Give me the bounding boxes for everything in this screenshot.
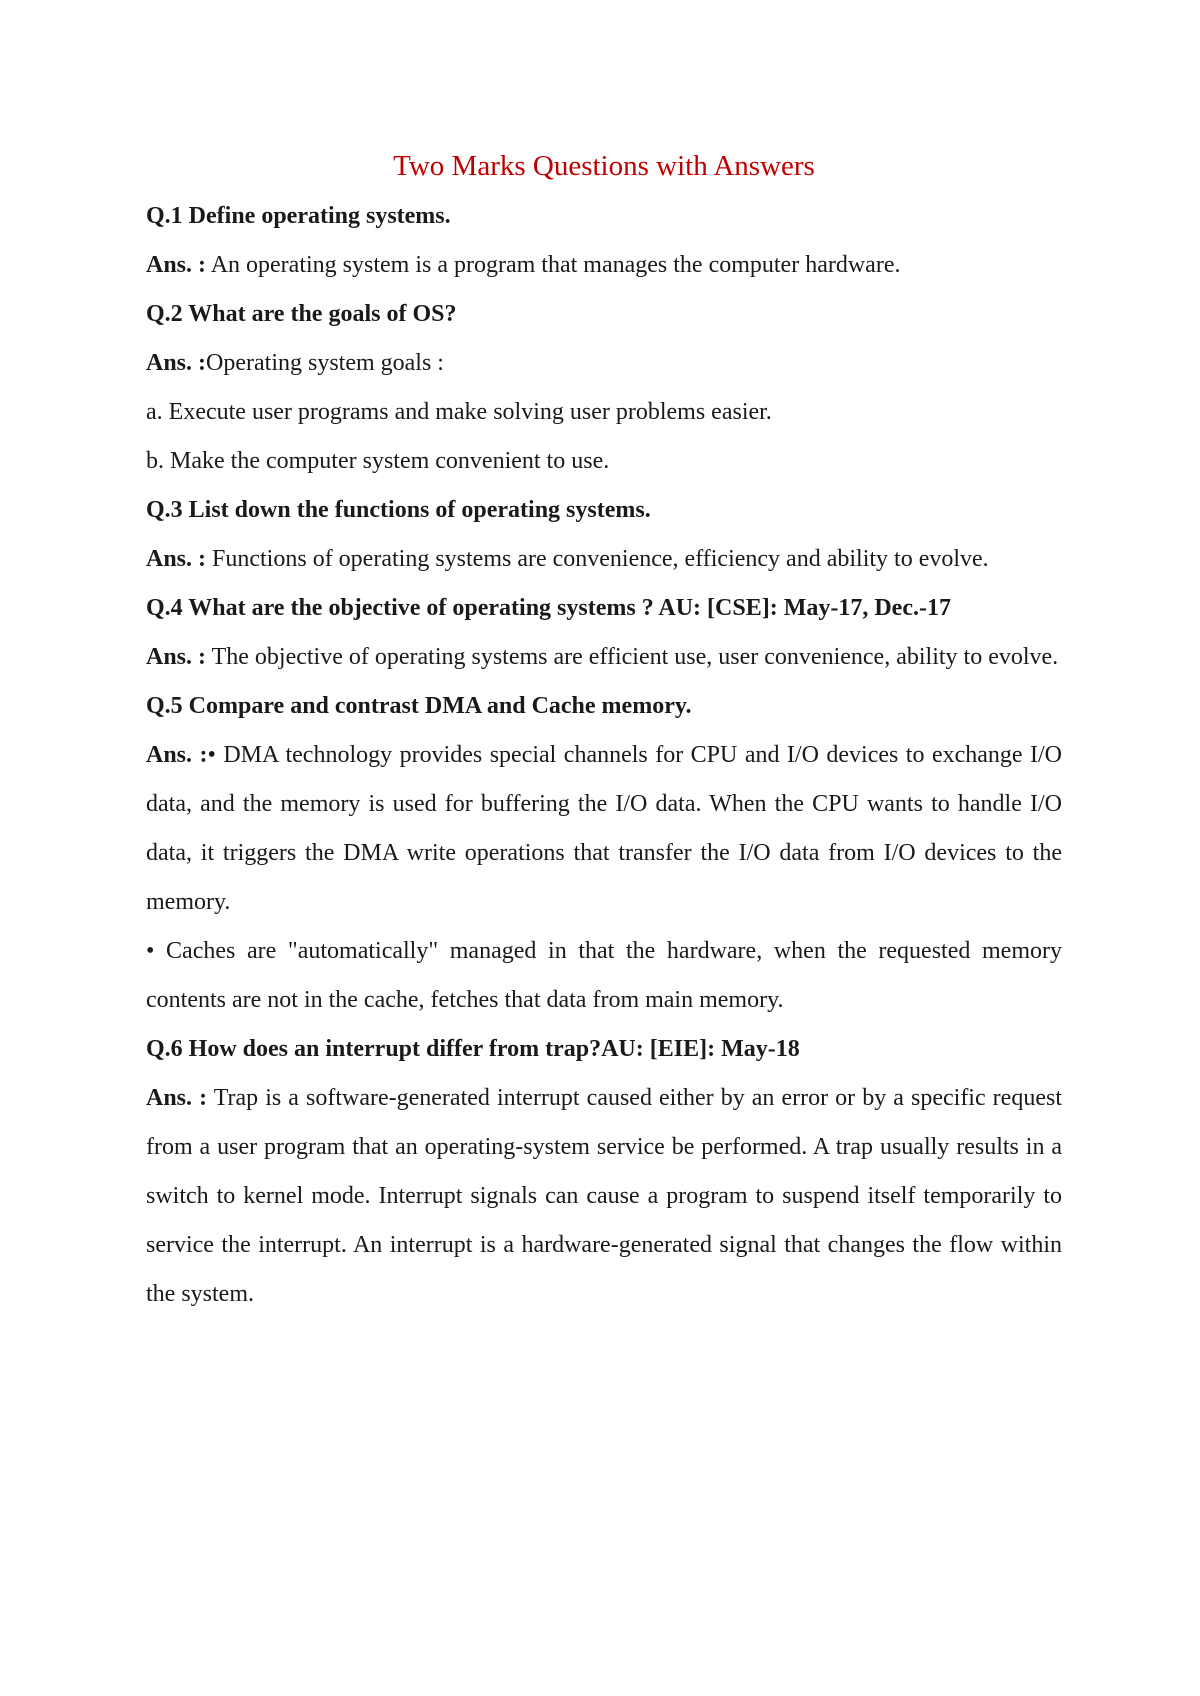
answer-1	[146, 241, 1062, 290]
answer-3	[146, 535, 1062, 584]
question-1: Q.1 Define operating systems.	[146, 203, 451, 229]
answer-label: Ans. :	[146, 742, 208, 768]
answer-label: Ans. :	[146, 1085, 208, 1111]
question-2: Q.2 What are the goals of OS?	[146, 301, 457, 327]
answer-label: Ans. :	[146, 546, 207, 572]
answer-4	[146, 633, 1062, 682]
answer-5-text: • DMA technology provides special channels for CPU and I/O devices to exchange I/O data, and the memory is used for buffering the I/O data. When the CPU wants to handle I/O data, it triggers the DMA write operations that transfer the I/O data from I/O devices to the memory.	[146, 742, 1062, 915]
answer-6-text: Trap is a software-generated interrupt caused either by an error or by a specific request from a user program that an operating-system service be performed. A trap usually results in a switch to kernel mode. Interrupt signals can cause a program to suspend itself temporarily to service the interrupt. An interrupt is a hardware-generated signal that changes the flow within the system.	[146, 1085, 1062, 1307]
answer-label: Ans. :	[146, 350, 207, 376]
answer-2	[146, 339, 1062, 388]
question-6: Q.6 How does an interrupt differ from trap?AU: [EIE]: May-18	[146, 1036, 800, 1062]
answer-2-point-a: a. Execute user programs and make solving user problems easier.	[146, 399, 772, 425]
answer-5	[146, 731, 1062, 927]
answer-label: Ans. :	[146, 644, 207, 670]
question-4: Q.4 What are the objective of operating systems ? AU: [CSE]: May-17, Dec.-17	[146, 595, 951, 621]
answer-1-text: An operating system is a program that manages the computer hardware.	[206, 252, 901, 278]
page-title: Two Marks Questions with Answers	[393, 150, 815, 182]
answer-2-point-b: b. Make the computer system convenient to use.	[146, 448, 610, 474]
question-5: Q.5 Compare and contrast DMA and Cache memory.	[146, 693, 692, 719]
answer-4-text: The objective of operating systems are efficient use, user convenience, ability to evolve.	[206, 644, 1059, 670]
answer-2-intro: Operating system goals :	[206, 350, 444, 376]
document-page	[146, 144, 1062, 1319]
answer-5-part-2: • Caches are "automatically" managed in that the hardware, when the requested memory contents are not in the cache, fetches that data from main memory.	[146, 938, 1062, 1013]
answer-label: Ans. :	[146, 252, 207, 278]
question-3: Q.3 List down the functions of operating systems.	[146, 497, 651, 523]
answer-3-text: Functions of operating systems are convenience, efficiency and ability to evolve.	[206, 546, 989, 572]
answer-6	[146, 1074, 1062, 1319]
